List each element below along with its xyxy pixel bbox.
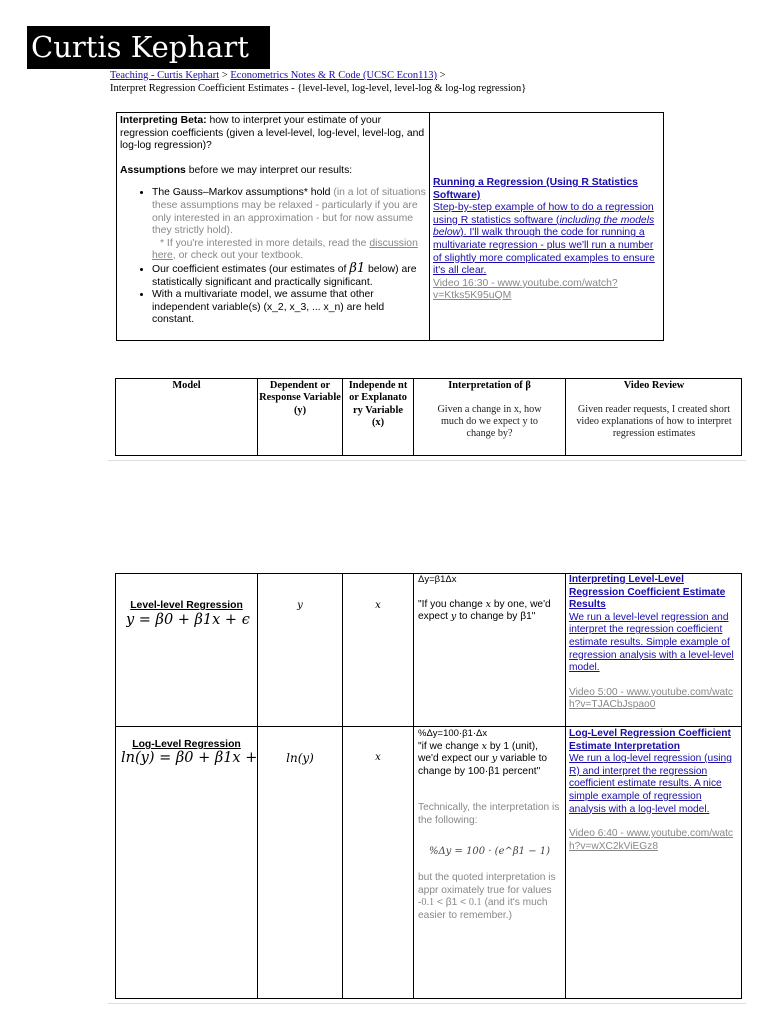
box-divider xyxy=(429,113,430,340)
bullet-text: below) are statistically significant and practically significant. xyxy=(152,263,417,288)
col-header-video xyxy=(566,379,742,455)
col-header-model: Model xyxy=(172,380,201,391)
intro-heading: Interpreting Beta: xyxy=(120,115,207,126)
interpretation-formula: %Δy=100·β1·Δx xyxy=(418,728,488,739)
interpretation-formula: Δy=β1Δx xyxy=(418,574,457,585)
bullet-note: * If you're interested in more details, read the xyxy=(160,237,370,249)
interpretation-cell xyxy=(418,728,561,923)
col-header-dependent: Dependent or Response Variable (y) xyxy=(259,380,341,416)
video-link-level-level[interactable]: Interpreting Level-Level Regression Coefficient Estimate Results xyxy=(569,574,726,611)
independent-var: x xyxy=(375,752,381,763)
model-formula: ln(y) = β0 + β1x + xyxy=(121,750,257,766)
bullet-note: , or check out your textbook. xyxy=(172,250,304,262)
dependent-var: ln(y) xyxy=(286,751,314,765)
list-item xyxy=(152,260,426,289)
breadcrumb-link-econometrics[interactable]: Econometrics Notes & R Code (UCSC Econ113) xyxy=(230,70,438,81)
divider xyxy=(108,460,746,461)
divider xyxy=(108,1003,746,1004)
table-header xyxy=(115,378,742,456)
discussion-link[interactable]: discussion here xyxy=(152,237,418,262)
assumptions-list xyxy=(120,187,426,327)
page-title: Interpret Regression Coefficient Estimates - {level-level, log-level, level-log & log-log regression} xyxy=(110,83,527,94)
model-name-level-level: Level-level Regression xyxy=(130,600,243,611)
video-link-log-level[interactable]: Log-Level Regression Coefficient Estimate Interpretation xyxy=(569,728,731,752)
breadcrumb xyxy=(110,69,526,95)
main-video-meta[interactable]: Video 16:30 - www.youtube.com/watch?v=Ktks5K95uQM xyxy=(433,277,618,302)
col-header-interpretation-title: Interpretation of β xyxy=(448,380,531,391)
independent-var: x xyxy=(375,600,381,611)
video-cell xyxy=(569,728,739,853)
interpretation-cell xyxy=(418,574,560,624)
video-desc[interactable]: We run a log-level regression (using R) and interpret the regression coefficient estimate results. A nice simple example of regression analysis with a log-level model. xyxy=(569,753,732,815)
technical-formula: %Δy = 100 · (e^β1 − 1) xyxy=(428,845,551,857)
col-header-interpretation-desc: Given a change in x, how much do we expect y to change by? xyxy=(437,404,542,440)
technical-note: Technically, the interpretation is the following: xyxy=(418,802,560,826)
assumptions-rest: before we may interpret our results: xyxy=(185,164,353,176)
video-meta[interactable]: Video 6:40 - www.youtube.com/watch?v=wXC2kViEGz8 xyxy=(569,828,734,852)
breadcrumb-separator: > xyxy=(219,70,231,81)
beta-symbol: β1 xyxy=(349,260,366,276)
intro-box xyxy=(116,112,664,341)
breadcrumb-separator: > xyxy=(437,70,446,81)
video-desc[interactable]: We run a level-level regression and interpret the regression coefficient estimate results. Simple example of regression analysis with a level-level model. xyxy=(569,611,734,674)
interpretation-text: "if we change x by 1 (unit), we'd expect our y variable to change by 100·β1 percent" xyxy=(418,740,548,777)
model-name-log-level: Log-Level Regression xyxy=(132,739,241,750)
dependent-var: y xyxy=(297,600,303,611)
intro-heading-rest: how to interpret your estimate of your regression coefficients (given a level-level, log-level, level-log, and log-log regression)? xyxy=(120,115,425,152)
list-item xyxy=(152,289,426,327)
main-video-block xyxy=(433,177,659,303)
col-header-independent: Independe nt or Explanato ry Variable (x) xyxy=(348,380,408,429)
bullet-text: The Gauss–Markov assumptions* hold xyxy=(152,187,331,199)
video-meta[interactable]: Video 5:00 - www.youtube.com/watch?v=TJACbJspao0 xyxy=(569,686,734,711)
bullet-text: With a multivariate model, we assume that other independent variable(s) (x_2, x_3, ... x_n) are held constant. xyxy=(152,289,385,326)
list-item xyxy=(152,187,426,263)
regression-table xyxy=(115,573,742,999)
site-logo[interactable]: Curtis Kephart xyxy=(27,26,270,69)
bullet-text: Our coefficient estimates (our estimates of xyxy=(152,263,350,275)
intro-text xyxy=(120,115,426,327)
col-header-video-title: Video Review xyxy=(623,380,685,391)
col-header-video-desc: Given reader requests, I created short video explanations of how to interpret regression estimates xyxy=(576,404,732,440)
interpretation-text: "If you change x by one, we'd expect y to change by β1" xyxy=(418,598,551,623)
assumptions-heading: Assumptions xyxy=(120,164,186,176)
video-cell xyxy=(569,574,739,712)
main-video-link[interactable]: Running a Regression (Using R Statistics Software) xyxy=(433,177,638,201)
main-video-desc[interactable]: Step-by-step example of how to do a regression using R statistics software (including the models below). I'll walk through the code for running a multivariate regression - plus we'll run a number of slightly more complicated examples to ensure it's all clear. xyxy=(433,202,655,277)
breadcrumb-link-teaching[interactable]: Teaching - Curtis Kephart xyxy=(110,70,220,81)
bullet-note: (in a lot of situations these assumptions may be relaxed - particularly if you are only interested in an approximation - but for now assume they strictly hold). xyxy=(152,187,426,237)
model-formula: y = β0 + β1x + ϵ xyxy=(126,612,250,628)
col-header-interpretation xyxy=(414,379,565,455)
technical-caveat: but the quoted interpretation is appr oximately true for values -0.1 < β1 < 0.1 (and it's much easier to remember.) xyxy=(418,872,556,921)
